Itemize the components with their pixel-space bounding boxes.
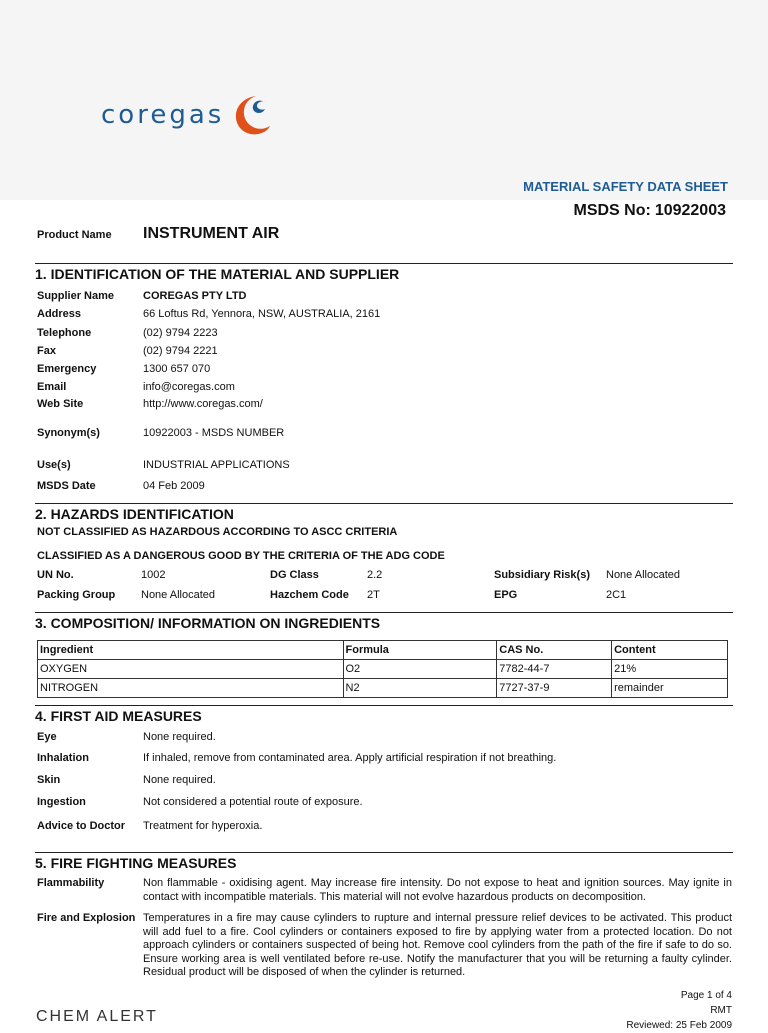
table-header-row [38,641,728,660]
section-4 [35,705,733,724]
field-label: Synonym(s) [37,427,100,439]
packing-group-value: None Allocated [141,589,215,601]
field-label: Flammability [37,877,105,889]
field-label: Fire and Explosion [37,912,136,924]
hazard-classification-note: NOT CLASSIFIED AS HAZARDOUS ACCORDING TO ASCC CRITERIA [37,526,398,538]
column-header: Ingredient [38,641,344,660]
fax-row [37,345,218,357]
field-label: MSDS Date [37,480,96,492]
field-label: Email [37,381,67,393]
product-name-row [37,225,279,243]
field-label: Advice to Doctor [37,820,126,832]
table-cell: 21% [612,660,728,679]
first-aid-inhalation-row [37,752,556,764]
uses-row [37,459,290,471]
subsidiary-risk-label: Subsidiary Risk(s) [494,569,590,581]
field-value: None required. [143,731,216,743]
table-cell: 7782-44-7 [497,660,612,679]
epg-label: EPG [494,589,518,601]
section-1-heading: 1. IDENTIFICATION OF THE MATERIAL AND SUPPLIER [35,266,400,282]
section-4-heading: 4. FIRST AID MEASURES [35,708,202,724]
field-value: None required. [143,774,216,786]
field-value: Temperatures in a fire may cause cylinders to rupture and internal pressure relief devices to be activated. This product will add fuel to a fire. Cool cylinders or containers exposed to fire by applying water from a protected location. Do not approach cylinders or containers suspected of being hot. Remove cool cylinders from the path of the fire if safe to do so. Ensure working area is well ventilated before re-use. Notify the manufacturer that you will be returning a faulty cylinder. Residual product will be disposed of when the cylinder is returned. [143,912,732,978]
website-row [37,398,263,410]
ingredients-table [37,640,728,698]
section-2-heading: 2. HAZARDS IDENTIFICATION [35,506,234,522]
email-row [37,381,235,393]
field-label: Skin [37,774,61,786]
table-cell: remainder [612,679,728,698]
flammability-row [37,877,732,904]
field-value: (02) 9794 2221 [143,345,218,357]
field-label: Supplier Name [37,290,115,302]
product-name-label: Product Name [37,229,112,241]
section-2 [35,503,733,522]
fire-explosion-row [37,912,732,980]
first-aid-eye-row [37,731,216,743]
packing-group-label: Packing Group [37,589,116,601]
column-header: CAS No. [497,641,612,660]
address-row [37,308,380,320]
hazchem-code-value: 2T [367,589,380,601]
epg-value: 2C1 [606,589,627,601]
field-value: If inhaled, remove from contaminated area. Apply artificial respiration if not breathing. [143,752,557,764]
table-cell: N2 [343,679,497,698]
product-name-value: INSTRUMENT AIR [143,225,280,242]
subsidiary-risk-value: None Allocated [606,569,680,581]
dangerous-goods-note: CLASSIFIED AS A DANGEROUS GOOD BY THE CRITERIA OF THE ADG CODE [37,550,445,562]
section-3 [35,612,733,631]
page-footer-info [626,988,732,1033]
reviewed-date: Reviewed: 25 Feb 2009 [626,1020,732,1031]
column-header: Formula [343,641,497,660]
field-label: Address [37,308,82,320]
page-number: Page 1 of 4 [680,990,732,1001]
table-cell: NITROGEN [38,679,344,698]
field-value: Non flammable - oxidising agent. May increase fire intensity. Do not expose to heat and ignition sources. May ignite in contact with incompatible materials. This material will not evolve hazardous products on decomposition. [143,877,732,903]
section-3-heading: 3. COMPOSITION/ INFORMATION ON INGREDIENTS [35,615,381,631]
field-value: COREGAS PTY LTD [143,290,247,302]
field-label: Fax [37,345,56,357]
column-header: Content [612,641,728,660]
field-value: Not considered a potential route of exposure. [143,796,363,808]
field-value: 66 Loftus Rd, Yennora, NSW, AUSTRALIA, 2161 [143,308,381,320]
field-label: Use(s) [37,459,71,471]
section-5-heading: 5. FIRE FIGHTING MEASURES [35,855,237,871]
telephone-row [37,327,218,339]
hazchem-code-label: Hazchem Code [270,589,349,601]
table-cell: 7727-37-9 [497,679,612,698]
dg-class-value: 2.2 [367,569,383,581]
field-label: Emergency [37,363,97,375]
field-value: (02) 9794 2223 [143,327,218,339]
website-link[interactable]: http://www.coregas.com/ [143,398,263,410]
document-title: MATERIAL SAFETY DATA SHEET [523,179,728,194]
field-label: Inhalation [37,752,89,764]
section-5 [35,852,733,871]
un-no-label: UN No. [37,569,74,581]
first-aid-skin-row [37,774,216,786]
supplier-name-row [37,290,247,302]
field-label: Telephone [37,327,92,339]
field-label: Ingestion [37,796,86,808]
field-label: Eye [37,731,57,743]
section-1 [35,263,733,282]
first-aid-doctor-row [37,820,262,832]
field-value: INDUSTRIAL APPLICATIONS [143,459,290,471]
emergency-row [37,363,210,375]
reviewer-code: RMT [710,1005,732,1016]
field-value: 04 Feb 2009 [143,480,205,492]
synonyms-row [37,427,284,439]
coregas-logo [101,92,274,138]
logo-wordmark: coregas [101,100,225,130]
chem-alert-logo: CHEM ALERT [36,1008,158,1025]
msds-number-label: MSDS No: [573,202,651,219]
msds-number-value: 10922003 [654,202,726,219]
table-cell: O2 [343,660,497,679]
table-row [38,679,728,698]
field-label: Web Site [37,398,84,410]
coregas-crescent-icon [232,92,274,138]
table-cell: OXYGEN [38,660,344,679]
email-link[interactable]: info@coregas.com [143,381,235,393]
dg-class-label: DG Class [270,569,319,581]
msds-number [573,202,726,220]
field-value: 10922003 - MSDS NUMBER [143,427,285,439]
table-row [38,660,728,679]
field-value: Treatment for hyperoxia. [143,820,263,832]
un-no-value: 1002 [141,569,166,581]
first-aid-ingestion-row [37,796,363,808]
msds-date-row [37,480,205,492]
field-value: 1300 657 070 [143,363,211,375]
